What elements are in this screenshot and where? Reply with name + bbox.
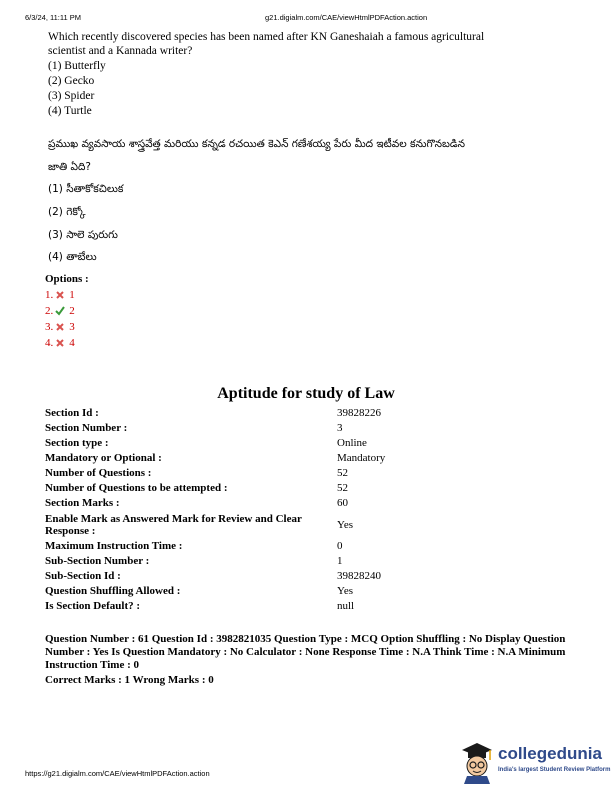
- field-value: 3: [337, 422, 343, 434]
- footer-url: https://g21.digialm.com/CAE/viewHtmlPDFAction.action: [25, 769, 210, 778]
- answer-option-number: 4.: [45, 337, 54, 349]
- cross-icon: [55, 338, 65, 348]
- question-option-4: (4) Turtle: [48, 105, 92, 117]
- field-key: Section Id :: [45, 407, 99, 419]
- collegedunia-logo: [458, 740, 611, 785]
- field-key: Maximum Instruction Time :: [45, 540, 183, 552]
- question-info-line-3: Instruction Time : 0: [45, 659, 140, 671]
- logo-tagline: India's largest Student Review Platform: [498, 767, 611, 773]
- telugu-question-line-1: ప్రముఖ వ్యవసాయ శాస్త్రవేత్త మరియు కన్నడ రచయిత కెఎన్ గణేశయ్య పేరు మీద ఇటీవల కనుగొనబడిన: [48, 138, 465, 150]
- print-url: g21.digialm.com/CAE/viewHtmlPDFAction.action: [265, 13, 428, 22]
- answer-option-1: [45, 289, 75, 301]
- field-value: 60: [337, 497, 348, 509]
- marks-info: Correct Marks : 1 Wrong Marks : 0: [45, 674, 214, 686]
- field-key: Section Number :: [45, 422, 128, 434]
- field-value: null: [337, 600, 355, 612]
- answer-option-4: [45, 337, 75, 349]
- checkmark-icon: [55, 306, 65, 316]
- options-label: Options :: [45, 273, 89, 285]
- telugu-option-2: (2) గెక్కో: [48, 206, 86, 218]
- answer-option-number: 1.: [45, 289, 54, 301]
- logo-wordmark: collegedunia: [498, 744, 602, 763]
- question-option-3: (3) Spider: [48, 90, 95, 102]
- field-key: Number of Questions :: [45, 467, 152, 479]
- field-value: Yes: [337, 585, 354, 597]
- telugu-option-4: (4) తాబేలు: [48, 251, 97, 263]
- cross-icon: [55, 322, 65, 332]
- field-value: Online: [337, 437, 367, 449]
- question-info-line-1: Question Number : 61 Question Id : 3982821035 Question Type : MCQ Option Shuffling : No Display Question: [45, 633, 566, 645]
- answer-option-value: 3: [69, 321, 75, 333]
- answer-option-value: 4: [69, 337, 75, 349]
- field-value: 52: [337, 467, 348, 479]
- question-info-line-2: Number : Yes Is Question Mandatory : No Calculator : None Response Time : N.A Think Time : N.A Minimum: [45, 646, 566, 658]
- field-value: 0: [337, 540, 343, 552]
- field-key: Enable Mark as Answered Mark for Review and Clear Response :: [45, 513, 302, 537]
- question-text-line-1: Which recently discovered species has been named after KN Ganeshaiah a famous agricultural: [48, 31, 485, 43]
- question-option-1: (1) Butterfly: [48, 60, 106, 72]
- answer-option-number: 2.: [45, 305, 54, 317]
- question-text-line-2: scientist and a Kannada writer?: [48, 45, 193, 57]
- field-key: Sub-Section Number :: [45, 555, 150, 567]
- field-value: 1: [337, 555, 343, 567]
- field-key: Question Shuffling Allowed :: [45, 585, 181, 597]
- answer-option-value: 1: [69, 289, 75, 301]
- print-datetime: 6/3/24, 11:11 PM: [25, 13, 82, 22]
- telugu-option-1: (1) సీతాకోకచిలుక: [48, 183, 124, 195]
- question-option-2: (2) Gecko: [48, 75, 95, 87]
- field-key: Section type :: [45, 437, 109, 449]
- answer-option-3: [45, 321, 75, 333]
- telugu-option-3: (3) సాలె పురుగు: [48, 229, 118, 241]
- student-mascot-icon: [458, 740, 496, 784]
- section-title: Aptitude for study of Law: [217, 385, 395, 402]
- field-value: Mandatory: [337, 452, 386, 464]
- field-value: 52: [337, 482, 348, 494]
- cross-icon: [55, 290, 65, 300]
- field-value: 39828240: [337, 570, 381, 582]
- field-key: Section Marks :: [45, 497, 120, 509]
- answer-option-2: [45, 305, 75, 317]
- field-key: Number of Questions to be attempted :: [45, 482, 228, 494]
- field-key: Mandatory or Optional :: [45, 452, 162, 464]
- answer-option-value: 2: [69, 305, 75, 317]
- field-value: 39828226: [337, 407, 381, 419]
- telugu-question-line-2: జాతి ఏది?: [48, 161, 91, 173]
- field-key: Is Section Default? :: [45, 600, 141, 612]
- field-value: Yes: [337, 519, 354, 531]
- answer-option-number: 3.: [45, 321, 54, 333]
- field-key: Sub-Section Id :: [45, 570, 121, 582]
